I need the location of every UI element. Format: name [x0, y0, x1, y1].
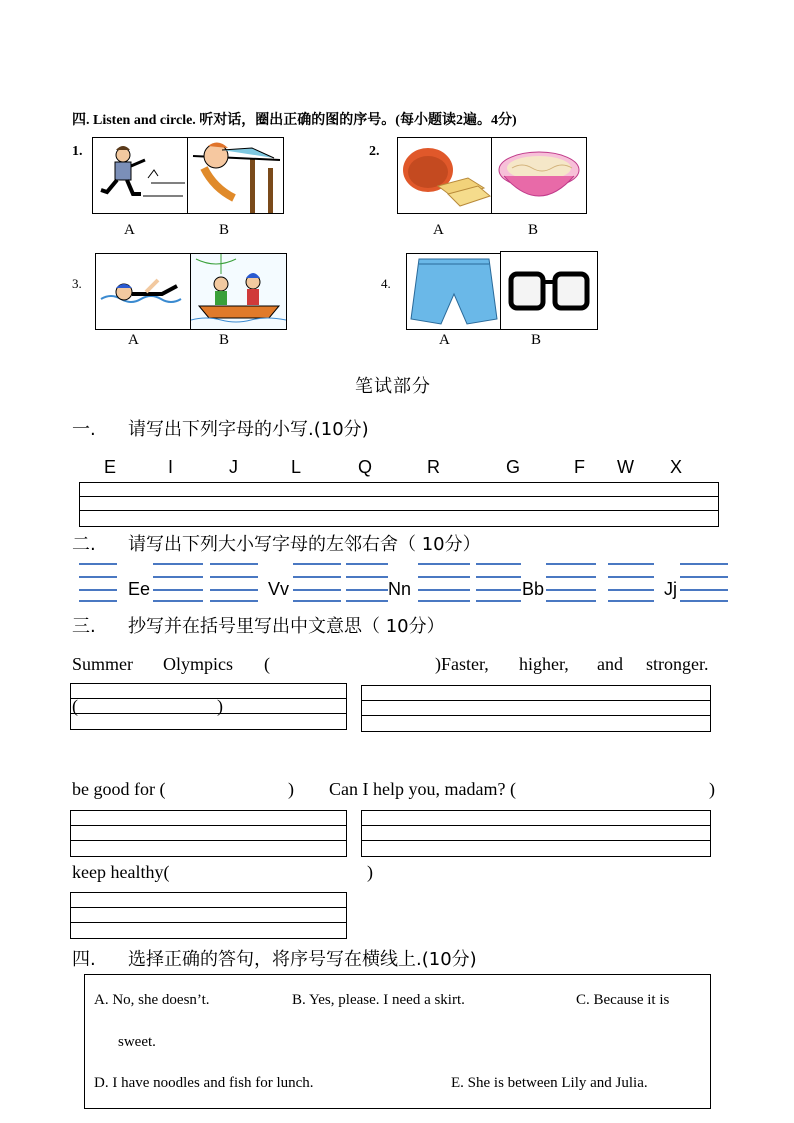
section-1-number: 一.: [72, 419, 96, 440]
neighbor-letter: Bb: [522, 579, 545, 599]
option-e: E. She is between Lily and Julia.: [451, 1075, 648, 1091]
glasses-icon: [501, 252, 597, 329]
paren-close: ): [367, 862, 373, 882]
writing-lines-faster-higher-stronger[interactable]: [361, 685, 711, 732]
section-3-heading: [72, 612, 445, 638]
copy-item-summer: Summer: [72, 654, 133, 674]
letter-uppercase: F: [574, 457, 585, 477]
option-image-boating[interactable]: [190, 253, 287, 330]
option-image-shorts[interactable]: [406, 253, 502, 330]
writing-lines-be-good-for[interactable]: [70, 810, 347, 857]
neighbor-letter: Vv: [268, 579, 290, 599]
letter-uppercase: E: [104, 457, 117, 477]
section-2-heading: [72, 530, 481, 556]
copy-item-stronger: stronger.: [646, 654, 709, 674]
section-4-title: 选择正确的答句，将序号写在横线上.(10分): [128, 949, 477, 970]
caption-a-q1: A: [124, 222, 135, 238]
option-c-continued: sweet.: [118, 1034, 156, 1050]
question-number-4: 4.: [381, 276, 391, 291]
writing-lines-summer-olympics[interactable]: [70, 683, 347, 730]
answer-options-box: [84, 974, 711, 1109]
shorts-icon: [407, 254, 501, 329]
letter-uppercase: X: [670, 457, 683, 477]
paren-close: ): [709, 779, 715, 799]
section-3-title: 抄写并在括号里写出中文意思（ 10分）: [128, 616, 445, 637]
option-a: A. No, she doesn’t.: [94, 992, 210, 1008]
neighbor-letter: Ee: [128, 579, 151, 599]
copy-item-and: and: [597, 654, 623, 674]
neighbor-letter: Nn: [388, 579, 412, 599]
running-boy-icon: [93, 138, 188, 213]
writing-line: [80, 510, 718, 511]
writing-lines-keep-healthy[interactable]: [70, 892, 347, 939]
option-image-bread[interactable]: [397, 137, 493, 214]
copy-item-olympics: Olympics: [163, 654, 233, 674]
option-image-high-jump[interactable]: [187, 137, 284, 214]
section-1-title: 请写出下列字母的小写.(10分): [128, 419, 369, 440]
writing-lines-can-i-help-you[interactable]: [361, 810, 711, 857]
question-number-1: 1.: [72, 144, 83, 159]
boating-icon: [191, 254, 286, 329]
caption-b-q2: B: [528, 222, 539, 238]
letter-uppercase: G: [506, 457, 521, 477]
option-image-running-boy[interactable]: [92, 137, 189, 214]
option-c: C. Because it is: [576, 992, 670, 1008]
caption-b-q3: B: [219, 332, 230, 348]
copy-item-faster: )Faster,: [435, 654, 489, 674]
option-d: D. I have noodles and fish for lunch.: [94, 1075, 314, 1091]
copy-item-can-i-help-you: Can I help you, madam? (: [329, 779, 516, 799]
letter-uppercase: W: [617, 457, 634, 477]
writing-line: [80, 496, 718, 497]
option-image-glasses[interactable]: [500, 251, 598, 330]
bread-icon: [398, 138, 492, 213]
paren-close: ): [217, 696, 223, 716]
question-number-3: 3.: [72, 276, 82, 291]
paren-close: ): [288, 779, 294, 799]
letter-uppercase: R: [427, 457, 440, 477]
letter-uppercase: Q: [358, 457, 373, 477]
section-4-number: 四.: [72, 949, 96, 970]
letter-uppercase: J: [229, 457, 238, 477]
caption-a-q3: A: [128, 332, 139, 348]
letter-uppercase: I: [168, 457, 174, 477]
copy-item-higher: higher,: [519, 654, 569, 674]
writing-lines-section-1[interactable]: [79, 482, 719, 527]
caption-b-q1: B: [219, 222, 230, 238]
option-b: B. Yes, please. I need a skirt.: [292, 992, 465, 1008]
option-image-noodles[interactable]: [491, 137, 587, 214]
section-2-title: 请写出下列大小写字母的左邻右舍（ 10分）: [128, 534, 481, 555]
neighbor-letter: Jj: [664, 579, 677, 599]
copy-item-keep-healthy: keep healthy(: [72, 862, 170, 882]
swimming-icon: [96, 254, 191, 329]
noodles-icon: [492, 138, 586, 213]
option-image-swimming[interactable]: [95, 253, 192, 330]
paren-open: (: [72, 696, 78, 716]
question-number-2: 2.: [369, 144, 380, 159]
caption-b-q4: B: [531, 332, 542, 348]
paren-open: (: [264, 654, 270, 674]
caption-a-q2: A: [433, 222, 444, 238]
section-2-number: 二.: [72, 534, 96, 555]
written-part-heading: 笔试部分: [355, 376, 431, 397]
section-4-heading: [72, 945, 477, 971]
caption-a-q4: A: [439, 332, 450, 348]
high-jump-icon: [188, 138, 283, 213]
copy-item-be-good-for: be good for (: [72, 779, 166, 799]
letter-uppercase: L: [291, 457, 302, 477]
section-1-heading: [72, 415, 369, 441]
listen-section-title: 四. Listen and circle. 听对话，圈出正确的图的序号。(每小题读2遍。4分): [72, 113, 517, 128]
section-3-number: 三.: [72, 616, 96, 637]
